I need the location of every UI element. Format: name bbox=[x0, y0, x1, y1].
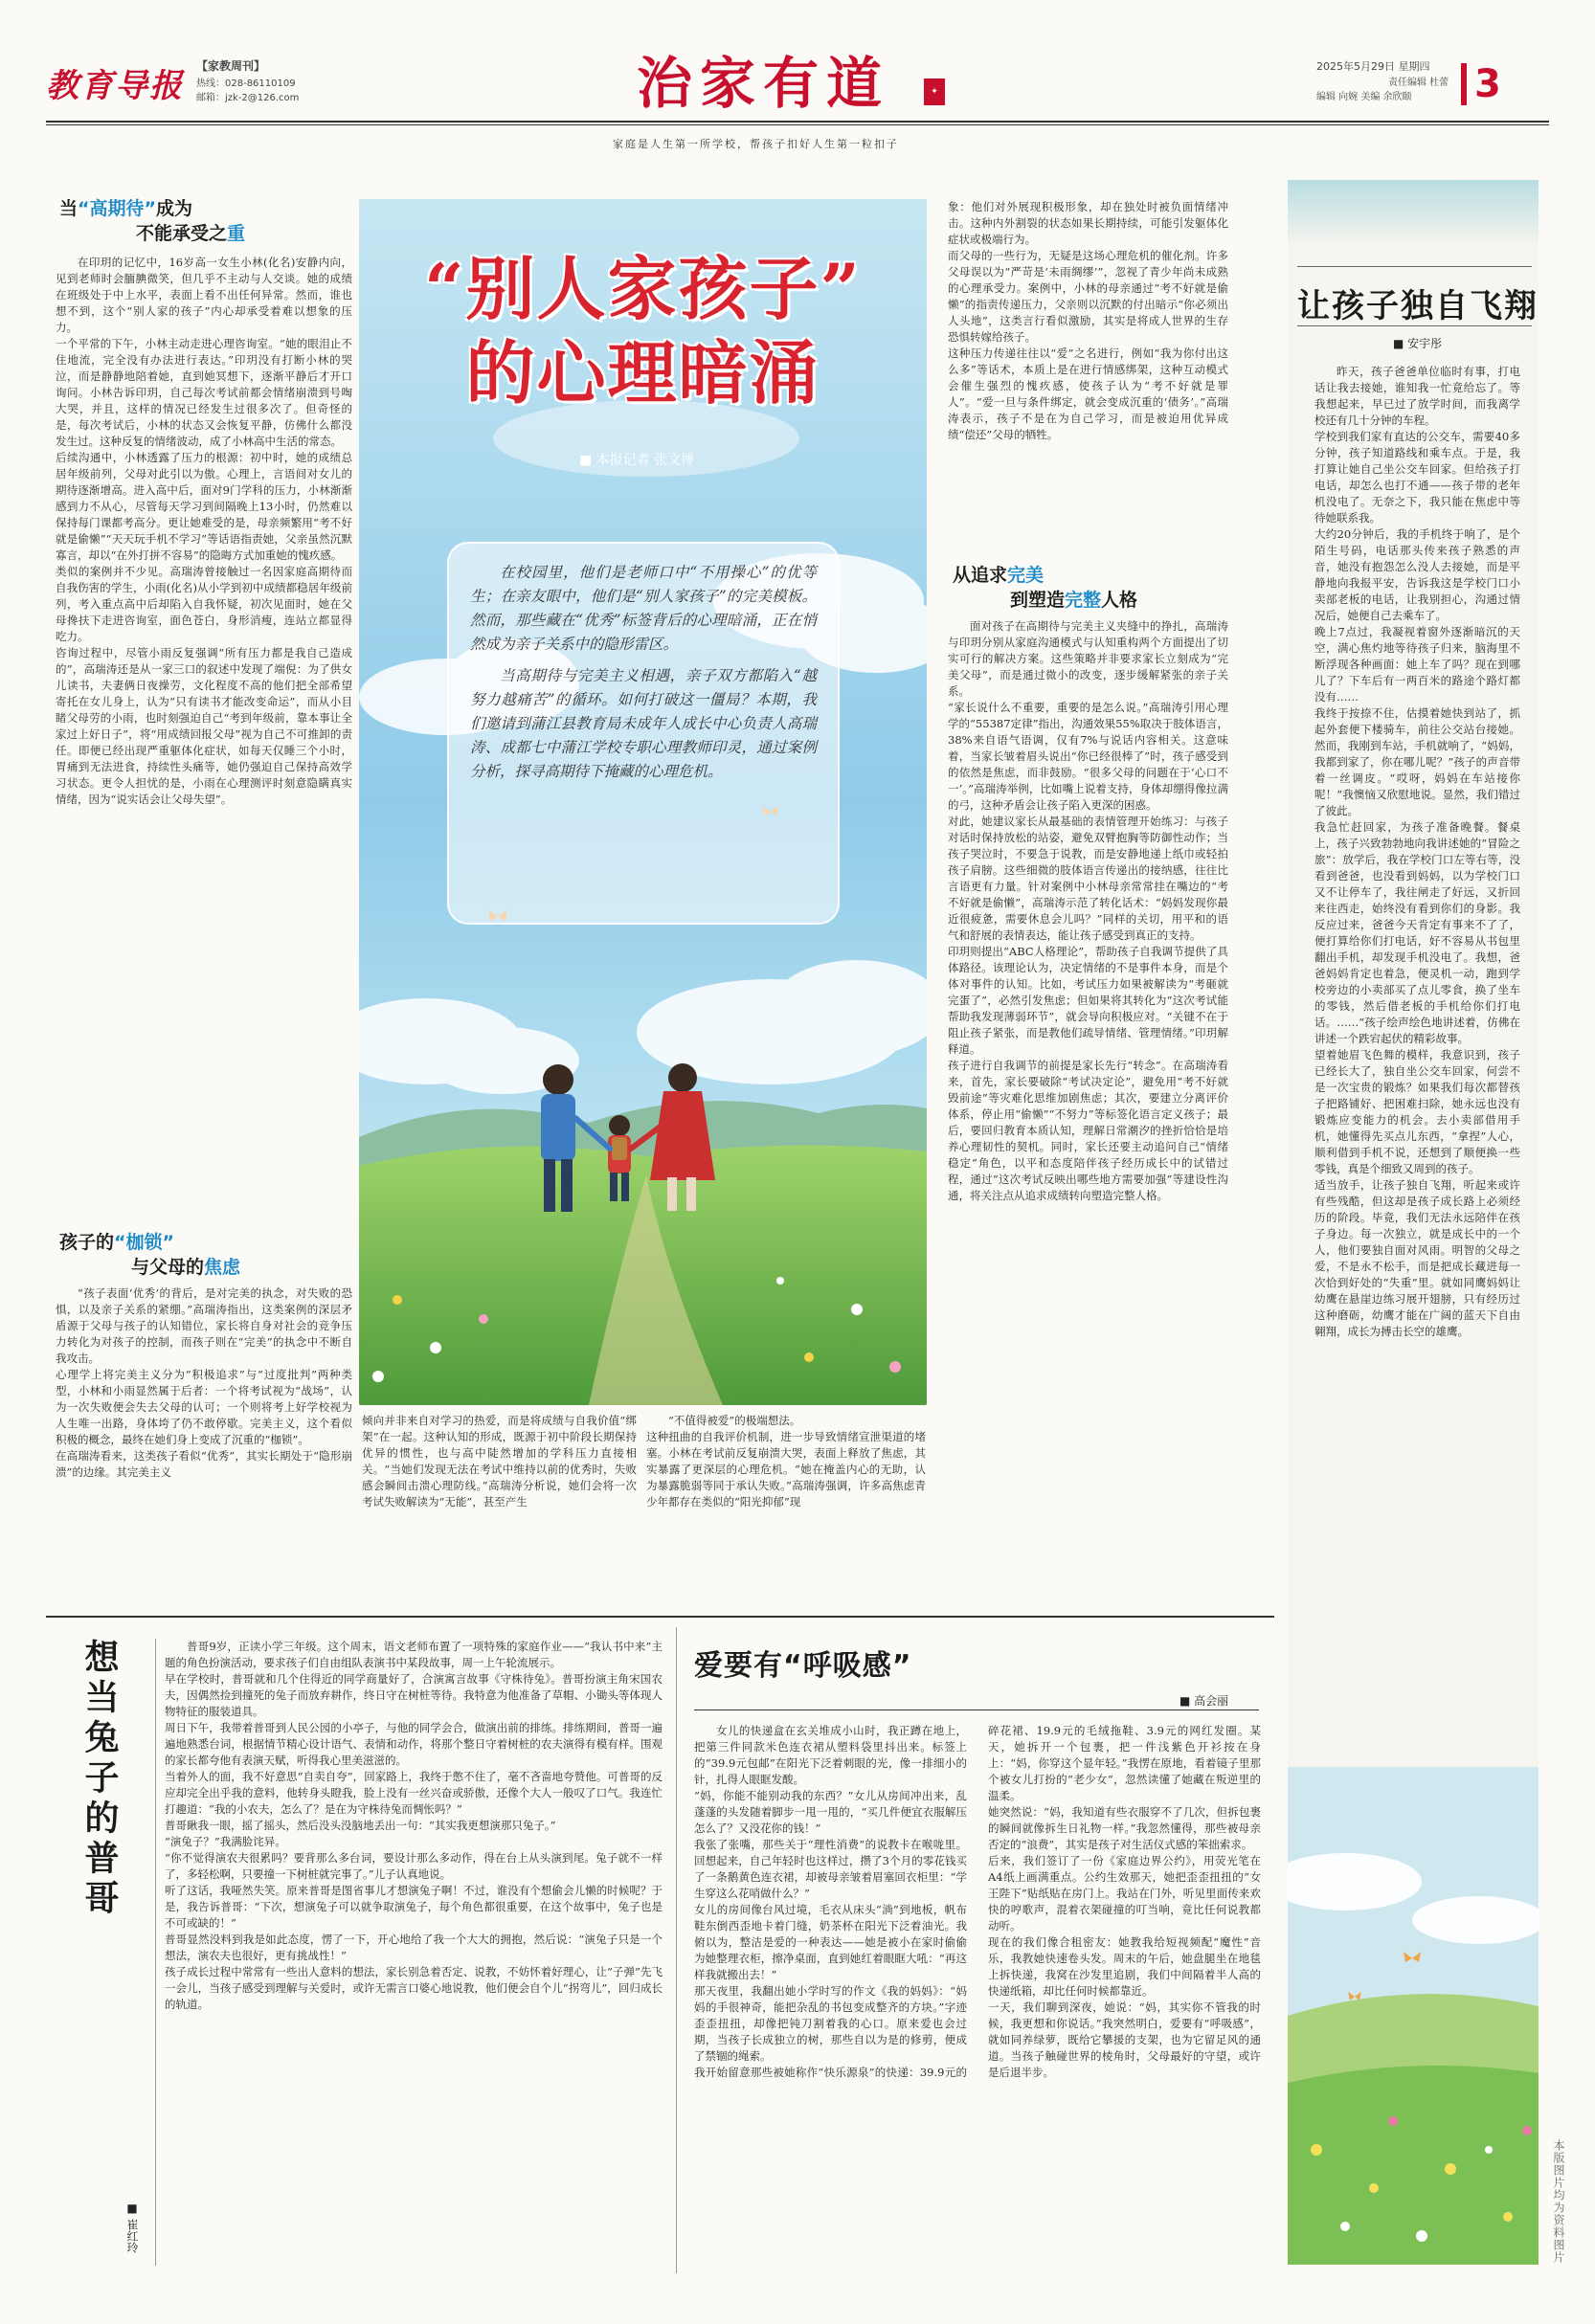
feature-byline: ■ 本报记者 张文博 bbox=[579, 453, 695, 468]
breath-story-title: 爱要有“呼吸感” bbox=[694, 1649, 912, 1683]
heading1-pre: 当 bbox=[59, 198, 79, 219]
staff-line: 编辑 向婉 美编 余欣颐 bbox=[1316, 92, 1412, 102]
intro-paragraph-2: 当高期待与完美主义相遇，亲子双方都陷入“越努力越痛苦”的循环。如何打破这一僵局？本期，我们邀请到蒲江县教育局未成年人成长中心负责人高瑞涛、成都七中蒲江学校专职心理教师印灵，通过案例分析，探寻高期待下掩藏的心理危机。 bbox=[470, 667, 817, 780]
breath-story-text: 女儿的快递盒在玄关堆成小山时，我正蹲在地上，把第三件同款米色连衣裙从塑料袋里抖出来。标签上的“39.9元包邮”在阳光下泛着刺眼的光，像一排细小的针，扎得人眼眶发酸。 “妈，你能不能别动我的东西？”女儿从房间冲出来，乱蓬蓬的头发随着脚步一甩一甩的，“买几件便宜衣服解压怎么了？又没花你的钱！” 我张了张嘴，那些关于“理性消费”的说教卡在喉咙里。回想起来，自己年轻时也这样过，攒了3个月的零花钱买了一条鹅黄色连衣裙，却被母亲皱着眉塞回衣柜里：“学生穿这么花哨做什么？” 女儿的房间像台风过境，毛衣从床头“淌”到地板，帆布鞋东倒西歪地卡着门缝，奶茶杯在阳光下泛着油光。我俯以为，整洁是爱的一种表达——她是被小在家时偷偷为她整理衣柜，擦净桌面，直到她红着眼眶大吼：“再这样我就搬出去！” 那天夜里，我翻出她小学时写的作文《我的妈妈》：“妈妈的手很神奇，能把杂乱的书包变成整齐的方块。”字迹歪歪扭扭，却像把钝刀割着我的心口。原来爱也会过期，当孩子长成独立的树，那些自以为是的修剪，便成了禁锢的绳索。 我开始留意那些被她称作“快乐源泉”的快递：39.9元的碎花裙、19.9元的毛绒拖鞋、3.9元的网红发圈。某天，她拆开一个包裹，把一件浅紫色开衫按在身上：“妈，你穿这个显年轻。”我愣在原地，看着镜子里那个被女儿打扮的“老少女”，忽然读懂了她藏在叛逆里的温柔。 她突然说：“妈，我知道有些衣服穿不了几次，但拆包裹的瞬间就像拆生日礼物一样。”我忽然懂得，那些被母亲否定的“浪费”，其实是孩子对生活仪式感的笨拙索求。 后来，我们签订了一份《家庭边界公约》，用荧光笔在A4纸上画满重点。公约生效那天，她把歪歪扭扭的“女王陛下”贴纸贴在房门上。我站在门外，听见里面传来欢快的哼歌声，混着衣架碰撞的叮当响，竟比任何说教都动听。 现在的我们像合租密友：她教我给短视频配“魔性”音乐，我教她快速卷头发。周末的午后，她盘腿坐在地毯上拆快递，我窝在沙发里追剧，我们中间隔着半人高的快递纸箱，却比任何时候都靠近。 一天，我们聊到深夜，她说：“妈，其实你不管我的时候，我更想和你说话。”我突然明白，爱要有“呼吸感”，就如同养绿萝，既给它攀援的支架，也为它留足风的通道。当孩子触碰世界的棱角时，父母最好的守望，或许是后退半步。 bbox=[694, 1724, 1261, 2079]
feature-hero-illustration bbox=[359, 199, 927, 1405]
intro-paragraph-1: 在校园里，他们是老师口中“不用操心”的优等生；在亲友眼中，他们是“别人家孩子”的完美模板。然而，那些藏在“优秀”标签背后的心理暗涌，正在悄然成为亲子关系中的隐形雷区。 bbox=[470, 564, 817, 653]
page-number-box bbox=[1461, 63, 1516, 105]
heading-shackle bbox=[59, 1230, 347, 1280]
issue-date: 2025年5月29日 星期四 bbox=[1316, 60, 1430, 73]
mid-divider bbox=[676, 1627, 677, 2273]
heading1-line2: 不能承受之 bbox=[136, 223, 228, 244]
feature-title bbox=[359, 247, 927, 415]
section-divider bbox=[46, 1616, 1274, 1618]
heading2-line2-highlight: 焦虑 bbox=[204, 1257, 241, 1278]
heading1-highlight: “高期待” bbox=[78, 198, 156, 219]
feature-col5b-text: 面对孩子在高期待与完美主义夹缝中的挣扎，高瑞涛与印玥分别从家庭沟通模式与认知重构两个方面提出了切实可行的解决方案。这些策略并非要求家长立刻成为“完美父母”，而是通过微小的改变，逐步缓解紧张的亲子关系。 “家长说什么不重要，重要的是怎么说。”高瑞涛引用心理学的“55387定律”指出，沟通效果55%取决于肢体语言，38%来自语气语调，仅有7%与说话内容相关。这意味着，当家长皱着眉头说出“你已经很棒了”时，孩子感受到的依然是焦虑，而非鼓励。“很多父母的问题在于‘心口不一’。”高瑞涛举例，比如嘴上说着支持，身体却绷得像拉满的弓，这种矛盾会让孩子陷入更深的困惑。 对此，她建议家长从最基础的表情管理开始练习：与孩子对话时保持放松的站姿，避免双臂抱胸等防御性动作；当孩子哭泣时，不要急于说教，而是安静地递上纸巾或轻拍孩子肩膀。这些细微的肢体语言传递出的接纳感，往往比言语更有力量。针对案例中小林母亲常常挂在嘴边的“考不好就是偷懒”，高瑞涛示范了转化话术：“妈妈发现你最近很疲惫，需要休息会儿吗？”同样的关切，用平和的语气和舒展的表情表达，能让孩子感受到真正的支持。 印玥则提出“ABC人格理论”，帮助孩子自我调节提供了具体路径。该理论认为，决定情绪的不是事件本身，而是个体对事件的认知。比如，考试压力如果被解读为“考砸就完蛋了”，必然引发焦虑；但如果将其转化为“这次考试能帮助我发现薄弱环节”，就会导向积极应对。“关键不在于阻止孩子紧张，而是教他们疏导情绪、管理情绪。”印玥解释道。 孩子进行自我调节的前提是家长先行“转念”。在高瑞涛看来，首先，家长要破除“考试决定论”，避免用“考不好就毁前途”等灾难化思维加剧焦虑；其次，要建立分离评价体系，停止用“偷懒”“不努力”等标签化语言定义孩子；最后，要回归教育本质认知，理解日常潮汐的挫折恰恰是培养心理韧性的契机。同时，家长还要主动追问自己“情绪稳定”角色，以平和态度陪伴孩子经历成长中的试错过程，通过“这次考试反映出哪些地方需要加强”等建设性沟通，将关注点从追求成绩转向塑造完整人格。 bbox=[948, 619, 1228, 1202]
feature-col4-text: “不值得被爱”的极端想法。 这种扭曲的自我评价机制，进一步导致情绪宣泄渠道的堵塞。小林在考试前反复崩溃大哭，表面上释放了焦虑，其实暴露了更深层的心理危机。“她在掩盖内心的无助，认为暴露脆弱等同于承认失败。”高瑞涛强调，许多高焦虑青少年都存在类似的“阳光抑郁”现 bbox=[646, 1414, 926, 1508]
right-column-author: ■ 安宇彤 bbox=[1393, 337, 1443, 350]
breath-story-author: ■ 高会丽 bbox=[1179, 1694, 1229, 1708]
hotline: 028-86110109 bbox=[225, 78, 296, 89]
heading3-line2: 到塑造 bbox=[1010, 590, 1066, 611]
feature-intro-box bbox=[447, 542, 840, 925]
newspaper-logo: 教育导报 bbox=[46, 67, 184, 105]
right-title-rule bbox=[1297, 266, 1532, 267]
contact-info bbox=[196, 77, 299, 105]
rabbit-story-text: 普哥9岁，正读小学三年级。这个周末，语文老师布置了一项特殊的家庭作业——“我认书中来”主题的角色扮演活动，要求孩子们自由组队表演书中某段故事，周一上午轮流展示。 早在学校时，普哥就和几个住得近的同学商量好了，合演寓言故事《守株待兔》。普哥扮演主角宋国农夫，因偶然捡到撞死的兔子而放弃耕作，终日守在树桩等待。我特意为他准备了草帽、小锄头等体现人物特征的服装道具。 周日下午，我带着普哥到人民公园的小亭子，与他的同学会合，做演出前的排练。排练期间，普哥一遍遍地熟悉台词，根据情节精心设计语气、表情和动作，将那个整日守着树桩的农夫演得有模有样。围观的家长都夸他有表演天赋，听得我心里美滋滋的。 当着外人的面，我不好意思“自卖自夸”，回家路上，我终于憋不住了，毫不吝啬地夸赞他。可普哥的反应却完全出乎我的意料，他转身头瞪我，脸上没有一丝兴奋或骄傲，还像个大人一般叹了口气。我连忙打趣道：“我的小农夫，怎么了？是在为守株待兔而惆怅吗？” 普哥瞅我一眼，摇了摇头，然后没头没脑地丢出一句：“其实我更想演那只兔子。” “演兔子？”我满脸诧异。 “你不觉得演农夫很累吗？要背那么多台词，要设计那么多动作，得在台上从头演到尾。兔子就不一样了，多轻松啊，只要撞一下树桩就完事了。”儿子认真地说。 听了这话，我哑然失笑。原来普哥是图省事儿才想演兔子啊！不过，谁没有个想偷会儿懒的时候呢？于是，我告诉普哥：“下次，想演兔子可以就争取演兔子，每个角色都很重要，在这个故事中，兔子也是不可或缺的！” 普哥显然没料到我是如此态度，愣了一下，开心地给了我一个大大的拥抱，然后说：“演兔子只是一个想法，演农夫也很好，更有挑战性！” 孩子成长过程中常常有一些出人意料的想法，家长别急着否定、说教，不妨怀着好理心，让“子弹”先飞一会儿，当孩子感受到理解与关爱时，或许无需言口婆心地说教，他们便会自个儿“拐弯儿”，回归成长的轨道。 bbox=[165, 1640, 663, 2011]
email[interactable]: jzk-2@126.com bbox=[225, 93, 300, 103]
photo-credit-note: 本版图片均为资料图片 bbox=[1552, 2139, 1565, 2264]
rabbit-story-rule bbox=[155, 1639, 156, 2266]
feature-col2-text: “孩子表面‘优秀’的背后，是对完美的执念，对失败的恐惧，以及亲子关系的紧绷。”高瑞涛指出，这类案例的深层矛盾源于父母与孩子的认知错位，家长将自身对社会的竞争压力转化为对孩子的控制，而孩子则在“完美”的执念中不断自我攻击。 心理学上将完美主义分为“积极追求”与“过度批判”两种类型，小林和小雨显然属于后者：一个将考试视为“战场”，认为一次失败便会失去父母的认可；一个则将考上好学校视为人生唯一出路，身体垮了仍不敢停歇。完美主义，这个看似积极的概念，最终在她们身上变成了沉重的“枷锁”。 在高瑞涛看来，这类孩子看似“优秀”，其实长期处于“隐形崩溃”的边缘。其完美主义 bbox=[56, 1286, 352, 1479]
section-tag: 【家教周刊】 bbox=[196, 59, 266, 73]
masthead-rule bbox=[46, 121, 1549, 123]
masthead-rule-thin bbox=[46, 124, 1549, 125]
email-label: 邮箱： bbox=[196, 93, 225, 103]
heading1-post: 成为 bbox=[156, 198, 193, 219]
page-slogan: 家庭是人生第一所学校，帮孩子扣好人生第一粒扣子 bbox=[613, 138, 899, 150]
heading-high-expectation bbox=[59, 196, 347, 246]
heading2-highlight: “枷锁” bbox=[114, 1232, 174, 1253]
editor-line: 责任编辑 杜蕾 bbox=[1388, 78, 1449, 88]
rabbit-story-author: ■ 崔红玲 bbox=[125, 2201, 139, 2253]
page-title: 治家有道 bbox=[637, 51, 890, 116]
heading3-line2-post: 人格 bbox=[1101, 590, 1138, 611]
feature-title-line2: 的心理暗涌 bbox=[465, 332, 820, 413]
heading1-line2-highlight: 重 bbox=[227, 223, 246, 244]
breath-title-rule bbox=[694, 1709, 1259, 1710]
heading2-pre: 孩子的 bbox=[59, 1232, 115, 1253]
feature-col3-text: 倾向并非来自对学习的热爱，而是将成绩与自我价值“绑架”在一起。这种认知的形成，既源于初中阶段长期保持优异的惯性，也与高中陡然增加的学科压力直接相关。“当她们发现无法在考试中维持以前的优秀时，失败感会瞬间击溃心理防线。”高瑞涛分析说，她们会将一次考试失败解读为“无能”，甚至产生 bbox=[362, 1414, 637, 1508]
feature-col5-text: 象：他们对外展现积极形象，却在独处时被负面情绪冲击。这种内外割裂的状态如果长期持续，可能引发躯体化症状或极端行为。 而父母的一些行为，无疑是这场心理危机的催化剂。许多父母误以为“严苛是‘未雨绸缪’”，忽视了青少年尚未成熟的心理承受力。案例中，小林的母亲通过“考不好就是偷懒”的指责传递压力，父亲则以沉默的付出暗示“你必须出人头地”，这类言行看似激励，其实是将成人世界的生存恐惧转嫁给孩子。 这种压力传递往往以“爱”之名进行，例如“我为你付出这么多”等话术，本质上是在进行情感绑架，这种互动模式会催生强烈的愧疚感，使孩子认为“考不好就是罪人”。“爱一旦与条件绑定，就会变成沉重的‘债务’。”高瑞涛表示，孩子不是在为自己学习，而是被迫用优异成绩“偿还”父母的牺牲。 bbox=[948, 200, 1228, 441]
right-column-title: 让孩子独自飞翔 bbox=[1297, 287, 1539, 325]
right-column-text: 昨天，孩子爸爸单位临时有事，打电话让我去接她，谁知我一忙竟给忘了。等我想起来，早已过了放学时间，而我离学校还有几十分钟的车程。 学校到我们家有直达的公交车，需要40多分钟，孩子知道路线和乘车点。于是，我打算让她自己坐公交车回家。但给孩子打电话，却怎么也打不通——孩子带的老年机没电了。无奈之下，我只能在焦虑中等待她联系我。 大约20分钟后，我的手机终于响了，是个陌生号码，电话那头传来孩子熟悉的声音，她没有抱怨怎么没人去接她，而是平静地向我报平安，告诉我这是学校门口小卖部老板的电话，让我别担心，沟通过情况后，她便自己去乘车了。 晚上7点过，我凝视着窗外逐渐暗沉的天空，满心焦灼地等待孩子归来，脑海里不断浮现各种画面：她上车了吗？现在到哪儿了？下车后有一两百米的路途个路灯都没有…… 我终于按捺不住，估摸着她快到站了，抓起外套便下楼骑车，前往公交站台接她。然而，我刚到车站，手机就响了，“妈妈，我都到家了，你在哪儿呢？”孩子的声音带着一丝调皮。“哎呀，妈妈在车站接你呢！”我懊恼又欣慰地说。显然，我们错过了彼此。 我急忙赶回家，为孩子准备晚餐。餐桌上，孩子兴致勃勃地向我讲述她的“冒险之旅”：放学后，我在学校门口左等右等，没看到爸爸，也没看到妈妈，以为学校门口又不让停车了，我往闸走了好远，又折回来往西走，始终没有看到你们的身影。我反应过来，爸爸今天肯定有事来不了了，便打算给你们打电话，好不容易从书包里翻出手机，却发现手机没电了。我想，爸爸妈妈肯定也着急，便灵机一动，跑到学校旁边的小卖部买了点儿零食，换了坐车的零钱，然后借老板的手机给你们打电话。……“孩子绘声绘色地讲述着，仿佛在讲述一个跌宕起伏的精彩故事。 望着她眉飞色舞的模样，我意识到，孩子已经长大了，独自坐公交车回家，何尝不是一次宝贵的锻炼？如果我们每次都替孩子把路铺好、把困难扫除，她永远也没有锻炼应变能力的机会。去小卖部借用手机，她懂得先买点儿东西，“拿捏”人心，顺利借到手机不说，还想到了顺便换一些零钱，真是个细致又周到的孩子。 适当放手，让孩子独自飞翔，听起来或许有些残酷，但这却是孩子成长路上必须经历的阶段。毕竟，我们无法永远陪伴在孩子身边。每一次独立，就是成长中的一个人，他们要独自面对风雨。明智的父母之爱，不是永不松手，而是把成长藏进每一次恰到好处的“失重”里。就如同鹰妈妈让幼鹰在悬崖边练习展开翅膀，只有经历过这种磨砺，幼鹰才能在广阔的蓝天下自由翱翔，成长为搏击长空的雄鹰。 bbox=[1314, 365, 1520, 1338]
hotline-label: 热线： bbox=[196, 78, 225, 89]
feature-col1-text: 在印玥的记忆中，16岁高一女生小林(化名)安静内向，见到老师时会腼腆微笑，但几乎不主动与人交谈。她的成绩在班级处于中上水平，表面上看不出任何异常。然而，谁也想不到，这个“别人家的孩子”内心却承受着难以想象的压力。 一个平常的下午，小林主动走进心理咨询室。“她的眼泪止不住地流，完全没有办法进行表达。”印玥没有打断小林的哭泣，而是静静地陪着她，直到她冥想下，逐渐平静后才开口询问。小林告诉印玥，自己每次考试前都会情绪崩溃到号啕大哭，并且，这样的情况已经发生过很多次了。但奇怪的是，每次考试后，小林的状态又会恢复平静，仿佛什么都没发生过。这种反复的情绪波动，成了小林高中生活的常态。 后续沟通中，小林透露了压力的根源：初中时，她的成绩总居年级前列，父母对此引以为傲。心理上，言语间对女儿的期待逐渐增高。进入高中后，面对9门学科的压力，小林渐渐感到力不从心，尽管每天学习到间隔晚上13小时，仍然难以保持每门课都考高分。更让她难受的是，母亲频繁用“考不好就是偷懒”“天天玩手机不学习”等话语指责她，父亲虽然沉默寡言，却以“在外打拼不容易”的隐晦方式加重她的愧疚感。 类似的案例并不少见。高瑞涛曾接触过一名因家庭高期待而自我伤害的学生，小雨(化名)从小学到初中成绩都稳居年级前列，考入重点高中后却陷入自我怀疑，初次见面时，她在父母搀扶下走进咨询室，面色苍白，身形消瘦，连站立都显得吃力。 咨询过程中，尽管小雨反复强调“所有压力都是我自己造成的”，高瑞涛还是从一家三口的叙述中发现了端倪：为了供女儿读书，夫妻俩日夜操劳，文化程度不高的他们把全部希望寄托在女儿身上，认为“只有读书才能改变命运”，而从小目睹父母劳的小雨，也时刻强迫自己“考到年级前，靠本事让全家过上好日子”，将“用成绩回报父母”视为自己不可推卸的责任。即便已经出现严重躯体化症状，如每天仅睡三个小时，胃痛到无法进食，持续性头痛等，她仍强迫自己保持高效学习状态。更令人担忧的是，小雨在心理测评时刻意隐瞒真实情绪，因为“说实话会让父母失望”。 bbox=[56, 256, 352, 806]
heading3-line2-highlight: 完整 bbox=[1065, 590, 1102, 611]
heading2-line2: 与父母的 bbox=[131, 1257, 205, 1278]
heading3-highlight: 完美 bbox=[1007, 565, 1045, 586]
right-column-top-band bbox=[1288, 180, 1539, 247]
rabbit-story-title: 想当兔子的普哥 bbox=[79, 1639, 120, 1920]
page-number: 3 bbox=[1474, 62, 1501, 106]
feature-title-line1: “别人家孩子” bbox=[424, 248, 862, 329]
heading3-pre: 从追求 bbox=[953, 565, 1008, 586]
seal-icon: ✦ bbox=[924, 78, 945, 105]
heading-perfect-to-complete bbox=[953, 563, 1230, 613]
right-title-rule-bottom bbox=[1297, 325, 1532, 326]
right-column-illustration bbox=[1288, 1767, 1539, 2265]
